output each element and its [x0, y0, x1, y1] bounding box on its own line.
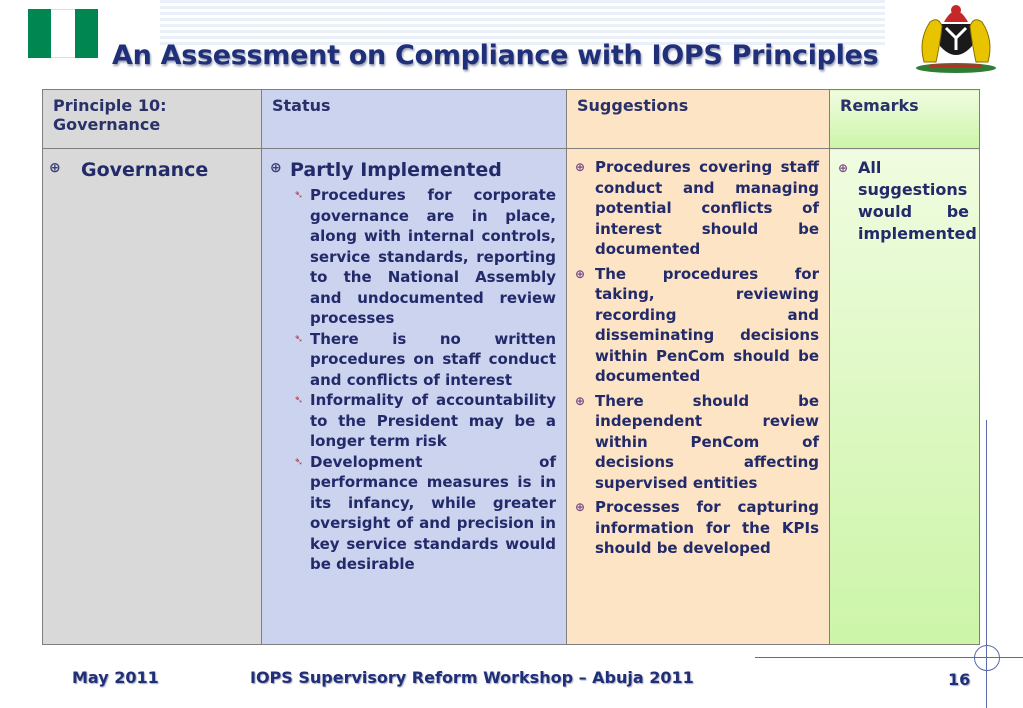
bullet-icon: ⊕: [838, 161, 849, 175]
list-item: ➴ Development of performance measures is in its infancy, while greater oversight of and precision in key service standards would be desirable: [294, 452, 556, 573]
bullet-icon: ⊕: [575, 266, 586, 281]
slide-title: An Assessment on Compliance with IOPS Principles: [112, 40, 879, 71]
bullet-icon: ⊕: [575, 500, 586, 514]
table-row: [43, 149, 980, 645]
bullet-icon: ⊕: [575, 393, 586, 408]
arrow-bullet-icon: ➴: [294, 393, 304, 406]
nigeria-coat-of-arms-icon: [910, 2, 1002, 74]
status-heading: Partly Implemented: [290, 159, 502, 181]
suggestions-list: [567, 149, 829, 559]
list-item: [43, 159, 261, 181]
header-suggestions: Suggestions: [567, 90, 830, 149]
bullet-icon: ⊕: [575, 160, 586, 174]
header-principle: Principle 10: Governance: [43, 90, 262, 149]
suggestions-cell: [567, 149, 830, 645]
arrow-bullet-icon: ➴: [294, 454, 304, 468]
status-list: [292, 185, 556, 575]
arrow-bullet-icon: ➴: [294, 188, 304, 201]
header-status: Status: [262, 90, 567, 149]
page-number: 16: [948, 670, 971, 689]
list-item: ⊕ All suggestions would be implemented: [838, 158, 977, 243]
footer-date: May 2011: [72, 668, 159, 687]
nigeria-flag-icon: [28, 9, 98, 58]
bullet-icon: ⊕: [49, 160, 61, 176]
principle-name: Governance: [81, 159, 209, 181]
table-header-row: [43, 90, 980, 149]
status-heading-item: [272, 159, 556, 181]
decorative-circle: [974, 645, 1000, 671]
list-item: ⊕ Procedures covering staff conduct and managing potential conflicts of interest should be documented: [575, 158, 819, 258]
footer-event: IOPS Supervisory Reform Workshop – Abuja 2011: [250, 668, 694, 687]
list-item: ⊕ There should be independent review within PenCom of decisions affecting supervised entities: [575, 391, 819, 492]
list-item: ➴ Informality of accountability to the President may be a longer term risk: [294, 391, 556, 450]
arrow-bullet-icon: ➴: [294, 331, 304, 345]
assessment-table: [42, 89, 980, 645]
list-item: ⊕ Processes for capturing information for the KPIs should be developed: [575, 498, 819, 557]
status-cell: [262, 149, 567, 645]
remarks-list: [830, 149, 979, 245]
bullet-icon: ⊕: [270, 160, 282, 176]
remarks-cell: [830, 149, 980, 645]
header-remarks: Remarks: [830, 90, 980, 149]
list-item: ➴ There is no written procedures on staff conduct and conflicts of interest: [294, 329, 556, 389]
principle-cell: [43, 149, 262, 645]
list-item: ➴ Procedures for corporate governance are in place, along with internal controls, service standards, reporting to the National Assembly and undocumented review processes: [294, 186, 556, 327]
list-item: ⊕ The procedures for taking, reviewing recording and disseminating decisions within PenCom should be documented: [575, 264, 819, 385]
